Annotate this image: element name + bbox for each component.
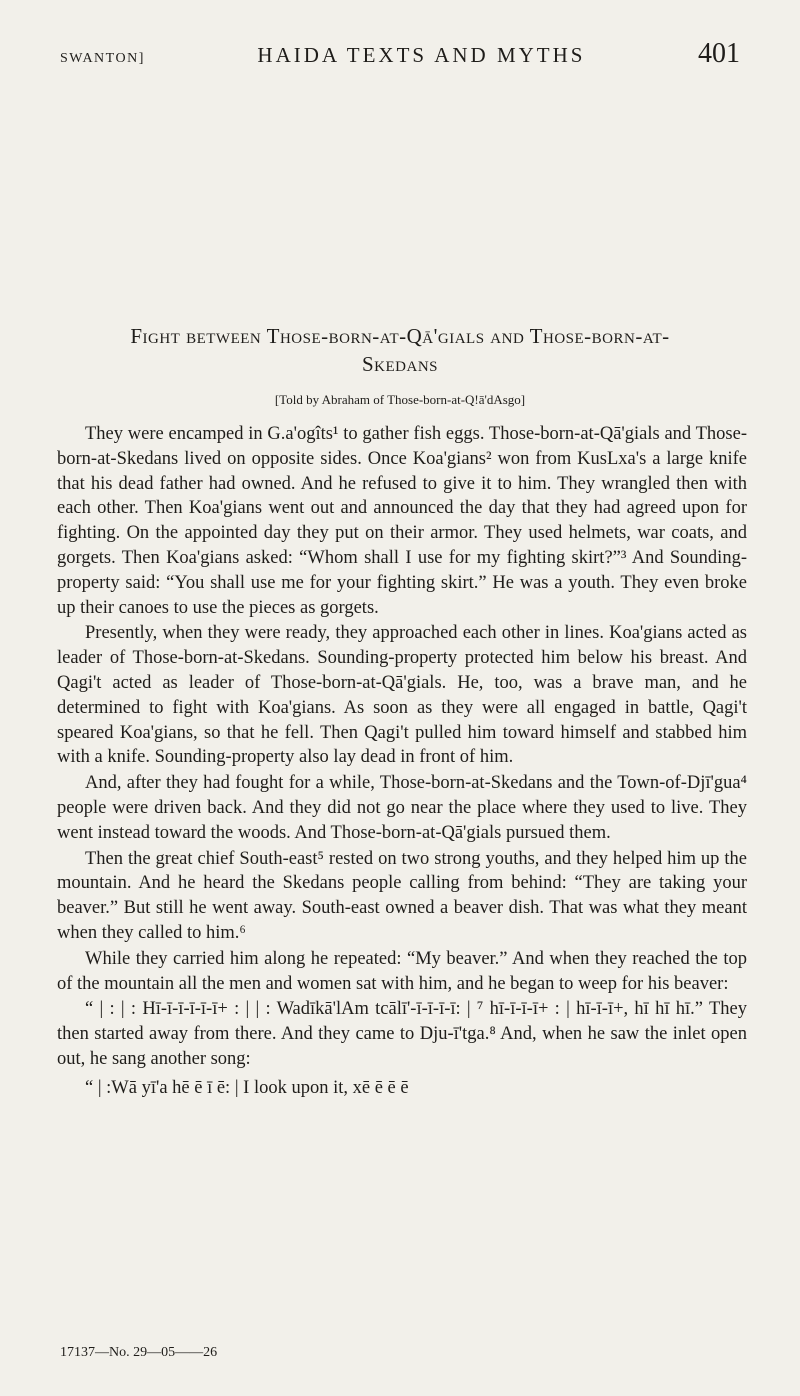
page-number: 401 [698, 38, 740, 69]
story-title [60, 322, 740, 378]
story-body [57, 422, 747, 1102]
narrator-note: [Told by Abraham of Those-born-at-Q!ā'dAsgo] [274, 392, 526, 407]
story-title-line-2: Skedans [361, 352, 438, 376]
print-signature: 17137—No. 29—05——26 [60, 1345, 218, 1360]
song-paragraph: “ | : | : Hī-ī-ī-ī-ī-ī+ : | | : Wadīkā'lAm tcālī'-ī-ī-ī-ī: | ⁷ hī-ī-ī-ī+ : | hī-ī-ī+, hī hī hī.” They then started away from there. And they came to Dju-ī'tga.⁸ And, when he saw the inlet open out, he sang another song: [57, 999, 747, 1069]
paragraph: Presently, when they were ready, they approached each other in lines. Koa'gians acted as leader of Those-born-at-Skedans. Sounding-property protected him below his breast. And Qagi't acted as leader of Those-born-at-Qā'gials. He, too, was a brave man, and he determined to fight with Koa'gians. As soon as they were all engaged in battle, Qagi't speared Koa'gians, so that he fell. Then Qagi't pulled him toward himself and stabbed him with a knife. Sounding-property also lay dead in front of him. [57, 623, 747, 768]
paragraph: While they carried him along he repeated: “My beaver.” And when they reached the top of the mountain all the men and women sat with him, and he began to weep for his beaver: [57, 948, 747, 994]
song-paragraph: “ | :Wā yī'a hē ē ī ē: | I look upon it, xē ē ē ē [85, 1077, 409, 1098]
running-head-title: HAIDA TEXTS AND MYTHS [257, 43, 586, 67]
story-title-line-1: Fight between Those-born-at-Qā'gials and Those-born-at- [130, 324, 670, 348]
paragraph: And, after they had fought for a while, Those-born-at-Skedans and the Town-of-Djī'gua⁴ people were driven back. And they did not go near the place where they used to live. They went instead toward the woods. And Those-born-at-Qā'gials pursued them. [57, 773, 747, 843]
running-head [60, 38, 740, 70]
paragraph: They were encamped in G.a'ogîts¹ to gather fish eggs. Those-born-at-Qā'gials and Those-born-at-Skedans lived on opposite sides. Once Koa'gians² won from KusLxa's a large knife that his dead father had owned. And he refused to give it to him. They wrangled then with each other. Then Koa'gians went out and announced the day that they had agreed upon for fighting. On the appointed day they put on their armor. They used helmets, war coats, and gorgets. Then Koa'gians asked: “Whom shall I use for my fighting skirt?”³ And Sounding-property said: “You shall use me for your fighting skirt.” He was a youth. They even broke up their canoes to use the pieces as gorgets. [57, 424, 747, 618]
running-head-author: SWANTON] [60, 51, 145, 66]
paragraph: Then the great chief South-east⁵ rested on two strong youths, and they helped him up the mountain. And he heard the Skedans people calling from behind: “They are taking your beaver.” But still he went away. South-east owned a beaver dish. That was what they meant when they called to him.⁶ [57, 848, 747, 943]
